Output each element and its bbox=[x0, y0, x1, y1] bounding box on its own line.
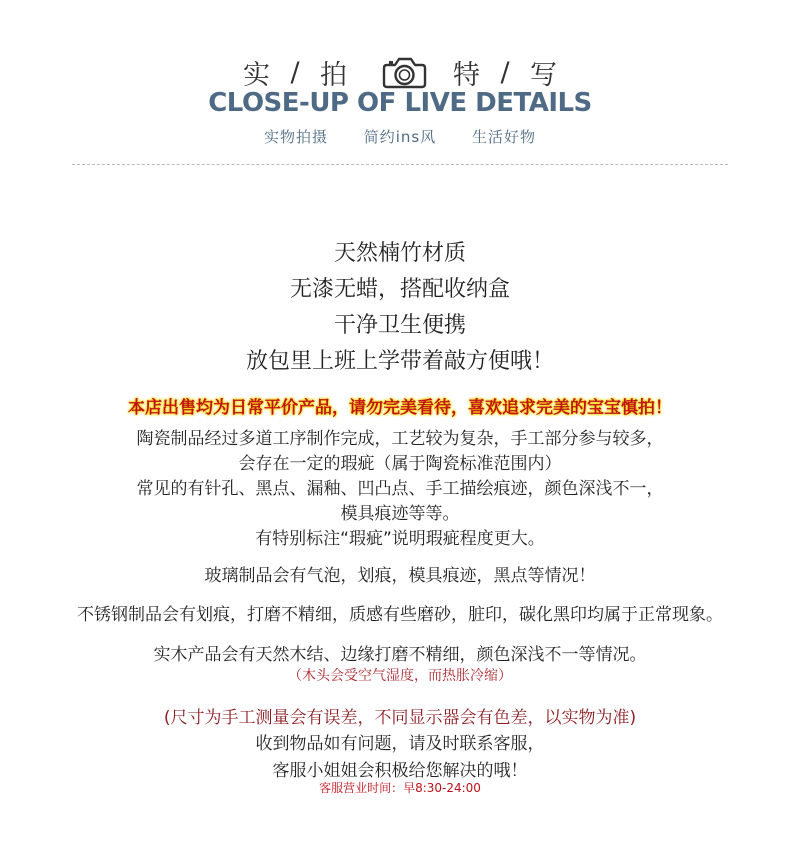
wood-note: 实木产品会有天然木结、边缘打磨不精细，颜色深浅不一等情况。 bbox=[153, 645, 647, 665]
size-note: (尺寸为手工测量会有误差，不同显示器会有色差，以实物为准) bbox=[163, 708, 637, 728]
tag-row bbox=[0, 126, 800, 147]
glass-note: 玻璃制品会有气泡，划痕，模具痕迹，黑点等情况！ bbox=[204, 566, 596, 586]
wood-subnote: （木头会受空气湿度，而热胀冷缩） bbox=[288, 668, 512, 684]
title-slash: / bbox=[500, 56, 510, 88]
english-subtitle: CLOSE-UP OF LIVE DETAILS bbox=[208, 88, 592, 118]
contact-note: 收到物品如有问题，请及时联系客服， bbox=[255, 734, 545, 754]
dashed-divider bbox=[72, 164, 728, 165]
service-hours: 客服营业时间：早8:30-24:00 bbox=[319, 781, 481, 795]
feature-line: 放包里上班上学带着敲方便哦！ bbox=[245, 349, 554, 374]
ceramic-note: 陶瓷制品经过多道工序制作完成，工艺较为复杂，手工部分参与较多， bbox=[136, 429, 664, 449]
camera-icon bbox=[381, 55, 427, 89]
tag-label: 简约ins风 bbox=[363, 128, 437, 146]
feature-line: 天然楠竹材质 bbox=[333, 241, 466, 266]
tag-label: 生活好物 bbox=[472, 128, 537, 146]
feature-line: 无漆无蜡，搭配收纳盒 bbox=[289, 277, 510, 302]
section-title bbox=[0, 52, 800, 92]
feature-line: 干净卫生便携 bbox=[333, 313, 466, 338]
contact-note: 客服小姐姐会积极给您解决的哦！ bbox=[272, 761, 528, 781]
title-char: 实 bbox=[243, 59, 270, 91]
title-char: 特 bbox=[453, 59, 480, 91]
ceramic-note: 会存在一定的瑕疵（属于陶瓷标准范围内） bbox=[238, 454, 562, 474]
ceramic-note: 有特别标注“瑕疵”说明瑕疵程度更大。 bbox=[255, 529, 545, 549]
title-char: 写 bbox=[530, 59, 557, 91]
ceramic-note: 模具痕迹等等。 bbox=[340, 504, 460, 524]
ceramic-note: 常见的有针孔、黑点、漏釉、凹凸点、手工描绘痕迹，颜色深浅不一， bbox=[136, 479, 664, 499]
title-slash: / bbox=[290, 56, 300, 88]
tag-label: 实物拍摄 bbox=[263, 128, 328, 146]
steel-note: 不锈钢制品会有划痕，打磨不精细，质感有些磨砂，脏印，碳化黑印均属于正常现象。 bbox=[77, 605, 723, 625]
title-char: 拍 bbox=[320, 59, 347, 91]
purchase-warning: 本店出售均为日常平价产品，请勿完美看待，喜欢追求完美的宝宝慎拍！ bbox=[128, 398, 672, 418]
